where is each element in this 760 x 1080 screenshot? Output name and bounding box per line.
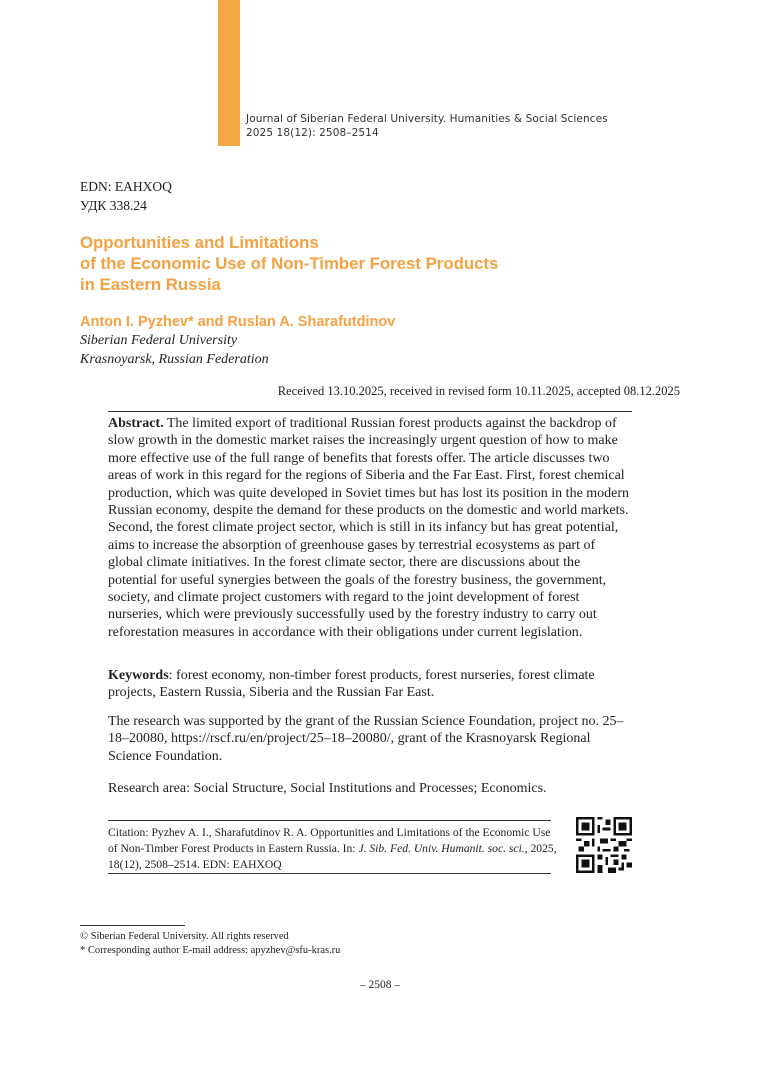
citation-journal: J. Sib. Fed. Univ. Humanit. soc. sci. xyxy=(358,841,525,855)
citation-bottom-rule xyxy=(108,873,551,874)
abstract-top-rule xyxy=(108,411,632,412)
qr-code-icon[interactable] xyxy=(576,817,632,873)
citation-details: , 2025, 18(12), 2508–2514. EDN: EAHXOQ xyxy=(108,841,557,871)
research-area: Research area: Social Structure, Social Institutions and Processes; Economics. xyxy=(108,781,547,796)
funding-note: The research was supported by the grant of the Russian Science Foundation, project no. 25–18–20080, https://rscf.ru/en/project/25–18–20080/, grant of the Krasnoyarsk Regional Science Foundation. xyxy=(108,714,624,764)
copyright-note: © Siberian Federal University. All rights reserved xyxy=(80,931,289,942)
citation-block xyxy=(108,825,558,872)
footnote-rule xyxy=(80,925,185,926)
journal-accent-bar xyxy=(218,0,240,146)
keywords-label: Keywords xyxy=(108,668,169,683)
citation-top-rule xyxy=(108,820,551,821)
title-line-3: in Eastern Russia xyxy=(80,275,221,294)
abstract-label: Abstract. xyxy=(108,416,164,431)
abstract xyxy=(108,415,632,641)
title-line-2: of the Economic Use of Non-Timber Forest Products xyxy=(80,254,499,273)
keywords xyxy=(108,667,632,702)
keywords-text: : forest economy, non-timber forest products, forest nurseries, forest climate projects, Eastern Russia, Siberia and the Russian Far East. xyxy=(108,668,595,701)
title-line-1: Opportunities and Limitations xyxy=(80,233,319,252)
affiliation-university: Siberian Federal University xyxy=(80,333,238,348)
author-affiliation xyxy=(80,331,269,369)
footnotes xyxy=(80,930,340,958)
udk-code: УДК 338.24 xyxy=(80,198,147,213)
article-title xyxy=(80,232,680,295)
document-codes xyxy=(80,177,172,215)
abstract-text: The limited export of traditional Russian forest products against the backdrop of slow growth in the domestic market raises the increasingly urgent question of how to make more effective use of the full range of benefits that forests offer. The article discusses two areas of work in this regard for the regions of Siberia and the Far East. First, forest chemical production, which was quite developed in Soviet times but has lost its position in the modern Russian economy, despite the demand for these products on the domestic and world markets. Second, the forest climate project sector, which is still in its infancy but has great potential, aims to increase the absorption of greenhouse gases by terrestrial ecosystems as part of global climate initiatives. In the forest climate sector, there are discussions about the potential for useful synergies between the goals of the forestry business, the government, society, and climate project customers with regard to the joint development of forest nurseries, which were previously successfully used by the forestry industry to carry out reforestation measures in accordance with their obligations under current legislation. xyxy=(108,416,630,640)
journal-issue: 2025 18(12): 2508–2514 xyxy=(246,127,379,139)
affiliation-location: Krasnoyarsk, Russian Federation xyxy=(80,352,269,367)
citation-text: Citation: Pyzhev A. I., Sharafutdinov R. A. Opportunities and Limitations of the Economic Use of Non-Timber Forest Products in Eastern Russia. In: xyxy=(108,826,551,855)
author-names: Anton I. Pyzhev* and Ruslan A. Sharafutdinov xyxy=(80,314,396,330)
page-number: – 2508 – xyxy=(359,979,401,991)
edn-code: EDN: EAHXOQ xyxy=(80,179,172,194)
journal-header xyxy=(246,112,608,140)
corresponding-author-note: * Corresponding author E-mail address: apyzhev@sfu-kras.ru xyxy=(80,945,341,956)
received-dates: Received 13.10.2025, received in revised form 10.11.2025, accepted 08.12.2025 xyxy=(277,384,680,398)
journal-name: Journal of Siberian Federal University. Humanities & Social Sciences xyxy=(246,113,608,125)
